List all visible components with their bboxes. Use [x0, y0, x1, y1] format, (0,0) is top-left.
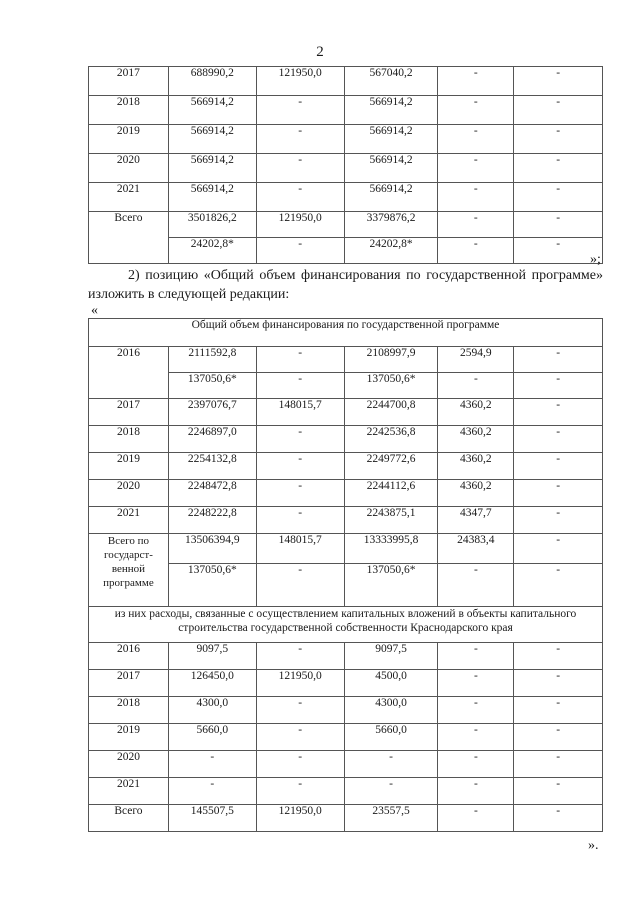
table-cell: - — [438, 212, 514, 238]
table-cell: 2248222,8 — [168, 507, 256, 534]
table-cell: - — [256, 347, 344, 373]
table-cell: 566914,2 — [344, 154, 438, 183]
table-cell: - — [514, 534, 603, 564]
table-row — [89, 670, 603, 697]
table-cell: - — [514, 751, 603, 778]
table-cell: - — [438, 373, 514, 399]
table-cell: - — [514, 507, 603, 534]
table-row — [89, 125, 603, 154]
capital-expenses-subheader: из них расходы, связанные с осуществлением капитальных вложений в объекты капитального строительства государственной собственности Краснодарского края — [89, 607, 603, 643]
table-row — [89, 607, 603, 643]
table-cell: - — [256, 751, 344, 778]
table-cell: - — [438, 751, 514, 778]
table-cell: - — [438, 154, 514, 183]
year-cell: 2017 — [89, 399, 169, 426]
total-funding-table — [88, 318, 603, 832]
table-cell: 566914,2 — [168, 154, 256, 183]
table-cell: 566914,2 — [168, 125, 256, 154]
year-cell: 2016 — [89, 643, 169, 670]
table-cell: - — [438, 778, 514, 805]
year-cell: 2017 — [89, 670, 169, 697]
table-cell: 137050,6* — [344, 564, 438, 607]
table-cell: 2244700,8 — [344, 399, 438, 426]
table-cell: 2246897,0 — [168, 426, 256, 453]
table-cell: 4300,0 — [168, 697, 256, 724]
table-cell: - — [514, 67, 603, 96]
table-cell: - — [514, 125, 603, 154]
table-row — [89, 96, 603, 125]
table-row — [89, 347, 603, 373]
year-cell: 2019 — [89, 453, 169, 480]
table-cell: - — [514, 154, 603, 183]
table-row — [89, 319, 603, 347]
table-cell: 566914,2 — [344, 183, 438, 212]
table-cell: 567040,2 — [344, 67, 438, 96]
table-cell: 121950,0 — [256, 212, 344, 238]
table-cell: 2242536,8 — [344, 426, 438, 453]
year-cell: 2019 — [89, 125, 169, 154]
table-cell: - — [514, 183, 603, 212]
table-cell: - — [514, 347, 603, 373]
table-header: Общий объем финансирования по государственной программе — [89, 319, 603, 347]
table-cell: 148015,7 — [256, 399, 344, 426]
amendment-paragraph: 2) позицию «Общий объем финансирования по государственной программе» изложить в следующей редакции: — [88, 268, 603, 302]
total-label-cell: Всего — [89, 212, 169, 264]
table-cell: - — [438, 724, 514, 751]
table-cell: - — [514, 212, 603, 238]
table-cell: 2248472,8 — [168, 480, 256, 507]
table-cell: 2243875,1 — [344, 507, 438, 534]
table-cell: 2249772,6 — [344, 453, 438, 480]
table-cell: - — [438, 125, 514, 154]
table-cell: - — [514, 96, 603, 125]
table-row — [89, 212, 603, 238]
table-cell: - — [514, 238, 603, 264]
table-cell: 4500,0 — [344, 670, 438, 697]
table-cell: - — [344, 751, 438, 778]
table-cell: 121950,0 — [256, 805, 344, 832]
table-cell: - — [256, 564, 344, 607]
table-cell: - — [514, 643, 603, 670]
table-cell: - — [256, 373, 344, 399]
table-cell: - — [438, 564, 514, 607]
table-cell: 121950,0 — [256, 670, 344, 697]
page-number: 2 — [316, 44, 324, 60]
table-cell: 4360,2 — [438, 453, 514, 480]
table-cell: - — [256, 96, 344, 125]
table-cell: 2108997,9 — [344, 347, 438, 373]
year-cell: 2020 — [89, 751, 169, 778]
table-cell: 4360,2 — [438, 480, 514, 507]
table-cell: 13333995,8 — [344, 534, 438, 564]
table-cell: - — [256, 697, 344, 724]
table-row — [89, 643, 603, 670]
table-cell: - — [168, 778, 256, 805]
table-cell: 2397076,7 — [168, 399, 256, 426]
table-cell: - — [438, 238, 514, 264]
table-cell: 126450,0 — [168, 670, 256, 697]
table-cell: 4300,0 — [344, 697, 438, 724]
table-row — [89, 751, 603, 778]
year-cell: 2018 — [89, 96, 169, 125]
table-cell: 13506394,9 — [168, 534, 256, 564]
table-row — [89, 724, 603, 751]
funding-table-continued — [88, 66, 603, 264]
table-cell: - — [256, 724, 344, 751]
year-cell: 2017 — [89, 67, 169, 96]
table-cell: - — [514, 778, 603, 805]
table-cell: 137050,6* — [168, 373, 256, 399]
table-cell: - — [514, 480, 603, 507]
table-cell: - — [438, 643, 514, 670]
total-label-cell: Всего — [89, 805, 169, 832]
table-cell: 566914,2 — [168, 183, 256, 212]
year-cell: 2021 — [89, 778, 169, 805]
table-cell: - — [514, 724, 603, 751]
table-cell: 24202,8* — [344, 238, 438, 264]
table-cell: 4347,7 — [438, 507, 514, 534]
table-row — [89, 399, 603, 426]
table-cell: - — [514, 399, 603, 426]
table-cell: - — [514, 697, 603, 724]
table-row — [89, 154, 603, 183]
table-cell: - — [514, 426, 603, 453]
table-cell: - — [514, 373, 603, 399]
table-row — [89, 507, 603, 534]
table-cell: 145507,5 — [168, 805, 256, 832]
table-cell: - — [168, 751, 256, 778]
table-cell: 9097,5 — [344, 643, 438, 670]
table-cell: - — [256, 183, 344, 212]
table-cell: - — [514, 670, 603, 697]
table-cell: 566914,2 — [344, 96, 438, 125]
table-cell: 3501826,2 — [168, 212, 256, 238]
table-cell: - — [256, 507, 344, 534]
year-cell: 2021 — [89, 183, 169, 212]
table-cell: - — [514, 805, 603, 832]
table-cell: 566914,2 — [168, 96, 256, 125]
table-cell: - — [438, 670, 514, 697]
table-row — [89, 426, 603, 453]
table-cell: - — [514, 564, 603, 607]
year-cell: 2018 — [89, 426, 169, 453]
table-cell: 9097,5 — [168, 643, 256, 670]
table-cell: 3379876,2 — [344, 212, 438, 238]
closing-quote: »; — [590, 252, 601, 267]
table-cell: 2244112,6 — [344, 480, 438, 507]
table-cell: - — [256, 238, 344, 264]
table-cell: - — [256, 480, 344, 507]
table-cell: 566914,2 — [344, 125, 438, 154]
table-cell: - — [438, 67, 514, 96]
table-cell: - — [438, 697, 514, 724]
table-cell: - — [256, 778, 344, 805]
table-cell: - — [256, 125, 344, 154]
table-cell: - — [438, 96, 514, 125]
table-row — [89, 67, 603, 96]
table-row — [89, 534, 603, 564]
table-row — [89, 778, 603, 805]
table-cell: - — [344, 778, 438, 805]
total-label-cell: Всего по государст-венной программе — [89, 534, 169, 607]
table-cell: 148015,7 — [256, 534, 344, 564]
table-cell: - — [514, 453, 603, 480]
table-cell: - — [256, 643, 344, 670]
table-cell: - — [438, 183, 514, 212]
table-row — [89, 453, 603, 480]
table-cell: 5660,0 — [344, 724, 438, 751]
table-row — [89, 183, 603, 212]
table-row — [89, 480, 603, 507]
table-cell: 4360,2 — [438, 426, 514, 453]
table-cell: 2111592,8 — [168, 347, 256, 373]
table-cell: 2254132,8 — [168, 453, 256, 480]
table-cell: - — [256, 453, 344, 480]
closing-quote: ». — [588, 838, 599, 853]
table-cell: 688990,2 — [168, 67, 256, 96]
table-cell: 23557,5 — [344, 805, 438, 832]
year-cell: 2020 — [89, 480, 169, 507]
table-cell: 24383,4 — [438, 534, 514, 564]
year-cell: 2021 — [89, 507, 169, 534]
table-cell: 24202,8* — [168, 238, 256, 264]
table-cell: - — [256, 426, 344, 453]
table-cell: 5660,0 — [168, 724, 256, 751]
table-cell: 121950,0 — [256, 67, 344, 96]
year-cell: 2019 — [89, 724, 169, 751]
table-cell: 137050,6* — [168, 564, 256, 607]
table-cell: - — [438, 805, 514, 832]
year-cell: 2020 — [89, 154, 169, 183]
opening-quote: « — [91, 303, 98, 318]
table-cell: 2594,9 — [438, 347, 514, 373]
year-cell: 2018 — [89, 697, 169, 724]
table-row — [89, 697, 603, 724]
table-cell: 4360,2 — [438, 399, 514, 426]
table-cell: - — [256, 154, 344, 183]
table-cell: 137050,6* — [344, 373, 438, 399]
table-row — [89, 805, 603, 832]
year-cell: 2016 — [89, 347, 169, 399]
